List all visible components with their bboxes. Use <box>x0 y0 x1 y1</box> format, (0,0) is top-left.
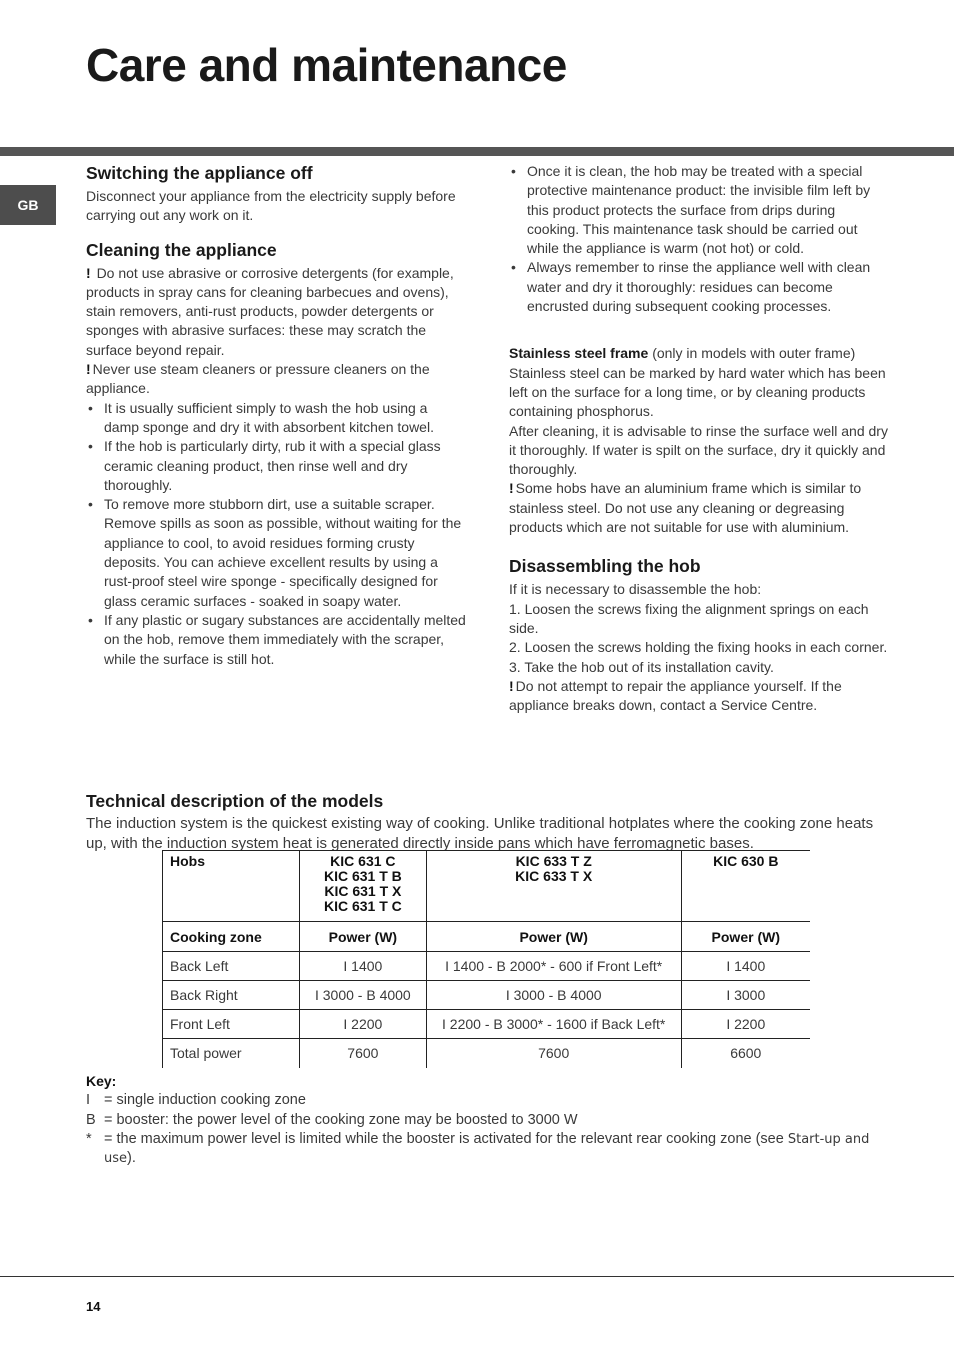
models-table <box>162 850 810 1068</box>
table-header-cell: Hobs <box>163 851 300 922</box>
stainless-text-2: After cleaning, it is advisable to rinse the surface well and dry it thoroughly. If water is spilt on the surface, dry it quickly and thoroughly. <box>509 422 888 478</box>
table-header-cell: KIC 630 B <box>681 851 810 922</box>
cleaning-heading: Cleaning the appliance <box>86 239 277 260</box>
table-cell: I 1400 <box>681 952 810 981</box>
list-item: • Always remember to rinse the appliance well with clean water and dry it thoroughly: residues can become encrusted during subsequent cooking processes. <box>509 258 889 316</box>
technical-text: The induction system is the quickest existing way of cooking. Unlike traditional hotplates where the cooking zone heats up, with the induction system heat is generated directly inside pans which have ferromagnetic bases. <box>86 815 874 852</box>
header-divider-bar <box>0 147 954 156</box>
right-bullets <box>509 162 889 316</box>
table-cell: Front Left <box>163 1010 300 1039</box>
technical-section <box>86 790 886 853</box>
table-header-cell: Power (W) <box>426 922 681 952</box>
table-row <box>163 952 811 981</box>
disassembling-intro: If it is necessary to disassemble the hob: <box>509 581 762 598</box>
table-cell: 7600 <box>426 1039 681 1068</box>
disassembling-step: 2. Loosen the screws holding the fixing hooks in each corner. <box>509 639 888 656</box>
page-number: 14 <box>86 1299 101 1314</box>
list-item: • It is usually sufficient simply to wash the hob using a damp sponge and dry it with absorbent kitchen towel. <box>86 399 466 438</box>
disassembling-section <box>509 555 889 715</box>
table-header-cell: KIC 631 C KIC 631 T B KIC 631 T X KIC 631 T C <box>299 851 426 922</box>
list-item: • To remove more stubborn dirt, use a suitable scraper. Remove spills as soon as possible, without waiting for the appliance to cool, to avoid residues forming crusty deposits. You can achieve excellent results by using a rust-proof steel wire sponge - specifically designed for glass ceramic surfaces - soaked in soapy water. <box>86 495 466 611</box>
cleaning-warning-2: ! Never use steam cleaners or pressure cleaners on the appliance. <box>86 361 430 397</box>
table-cell: 6600 <box>681 1039 810 1068</box>
table-cell: I 2200 - B 3000* - 1600 if Back Left* <box>426 1010 681 1039</box>
cross-reference-link: Start-up and use <box>104 1131 870 1167</box>
disassembling-warning: ! Do not attempt to repair the appliance yourself. If the appliance breaks down, contact a Service Centre. <box>509 677 842 714</box>
key-title: Key: <box>86 1073 117 1089</box>
table-cell: I 2200 <box>681 1010 810 1039</box>
table-cell: 7600 <box>299 1039 426 1068</box>
disassembling-step: 3. Take the hob out of its installation cavity. <box>509 658 774 675</box>
stainless-section <box>509 344 889 537</box>
language-tab: GB <box>0 185 56 225</box>
table-cell: I 3000 - B 4000 <box>426 981 681 1010</box>
table-key <box>86 1072 896 1168</box>
key-item: * = the maximum power level is limited while the booster is activated for the relevant rear cooking zone (see Start-up and use). <box>86 1130 870 1167</box>
warning-mark: ! <box>509 677 514 694</box>
footer-divider <box>0 1276 954 1277</box>
right-column <box>509 162 889 715</box>
table-header-row <box>163 851 811 922</box>
key-item: B = booster: the power level of the cooking zone may be boosted to 3000 W <box>86 1111 578 1128</box>
table-row <box>163 981 811 1010</box>
disassembling-step: 1. Loosen the screws fixing the alignment springs on each side. <box>509 600 869 636</box>
table-cell: Back Left <box>163 952 300 981</box>
switching-heading: Switching the appliance off <box>86 163 313 183</box>
cleaning-section <box>86 239 466 669</box>
disassembling-heading: Disassembling the hob <box>509 556 701 577</box>
table-cell: I 3000 - B 4000 <box>299 981 426 1010</box>
table-header-cell: Power (W) <box>299 922 426 952</box>
page-title: Care and maintenance <box>86 39 567 91</box>
table-cell: I 3000 <box>681 981 810 1010</box>
left-column <box>86 162 466 669</box>
switching-text: Disconnect your appliance from the electricity supply before carrying out any work on it. <box>86 188 456 224</box>
warning-mark: ! <box>86 361 91 378</box>
table-cell: Total power <box>163 1039 300 1068</box>
table-column-header-row <box>163 922 811 952</box>
table-cell: I 1400 <box>299 952 426 981</box>
table-cell: Back Right <box>163 981 300 1010</box>
warning-mark: ! <box>509 480 514 497</box>
table-header-cell: KIC 633 T Z KIC 633 T X <box>426 851 681 922</box>
table-cell: I 1400 - B 2000* - 600 if Front Left* <box>426 952 681 981</box>
table-row <box>163 1039 811 1068</box>
cleaning-warning-1: ! Do not use abrasive or corrosive detergents (for example, products in spray cans for cleaning barbecues and ovens), stain removers, anti-rust products, powder detergents or sponges with abrasive surfaces: these may scratch the surface beyond repair. <box>86 264 454 358</box>
switching-section <box>86 162 466 226</box>
cleaning-bullets <box>86 399 466 669</box>
list-item: • If the hob is particularly dirty, rub it with a special glass ceramic cleaning product, then rinse well and dry thoroughly. <box>86 437 466 495</box>
key-item: I = single induction cooking zone <box>86 1092 306 1109</box>
list-item: • If any plastic or sugary substances are accidentally melted on the hob, remove them immediately with the scraper, while the surface is still hot. <box>86 611 466 669</box>
table-header-cell: Power (W) <box>681 922 810 952</box>
warning-mark: ! <box>86 264 91 281</box>
stainless-text-1: Stainless steel can be marked by hard water which has been left on the surface for a long time, or by cleaning products containing phosphorus. <box>509 364 886 420</box>
table-header-cell: Cooking zone <box>163 922 300 952</box>
table-row <box>163 1010 811 1039</box>
list-item: • Once it is clean, the hob may be treated with a special protective maintenance product: the invisible film left by this product protects the surface from drips during cooking. This maintenance task should be carried out while the appliance is warm (not hot) or cold. <box>509 162 889 258</box>
table-cell: I 2200 <box>299 1010 426 1039</box>
stainless-warning: ! Some hobs have an aluminium frame which is similar to stainless steel. Do not use any cleaning or degreasing products which are not suitable for use with aluminium. <box>509 480 862 536</box>
stainless-title: Stainless steel frame (only in models with outer frame) <box>509 345 856 362</box>
technical-heading: Technical description of the models <box>86 791 384 811</box>
